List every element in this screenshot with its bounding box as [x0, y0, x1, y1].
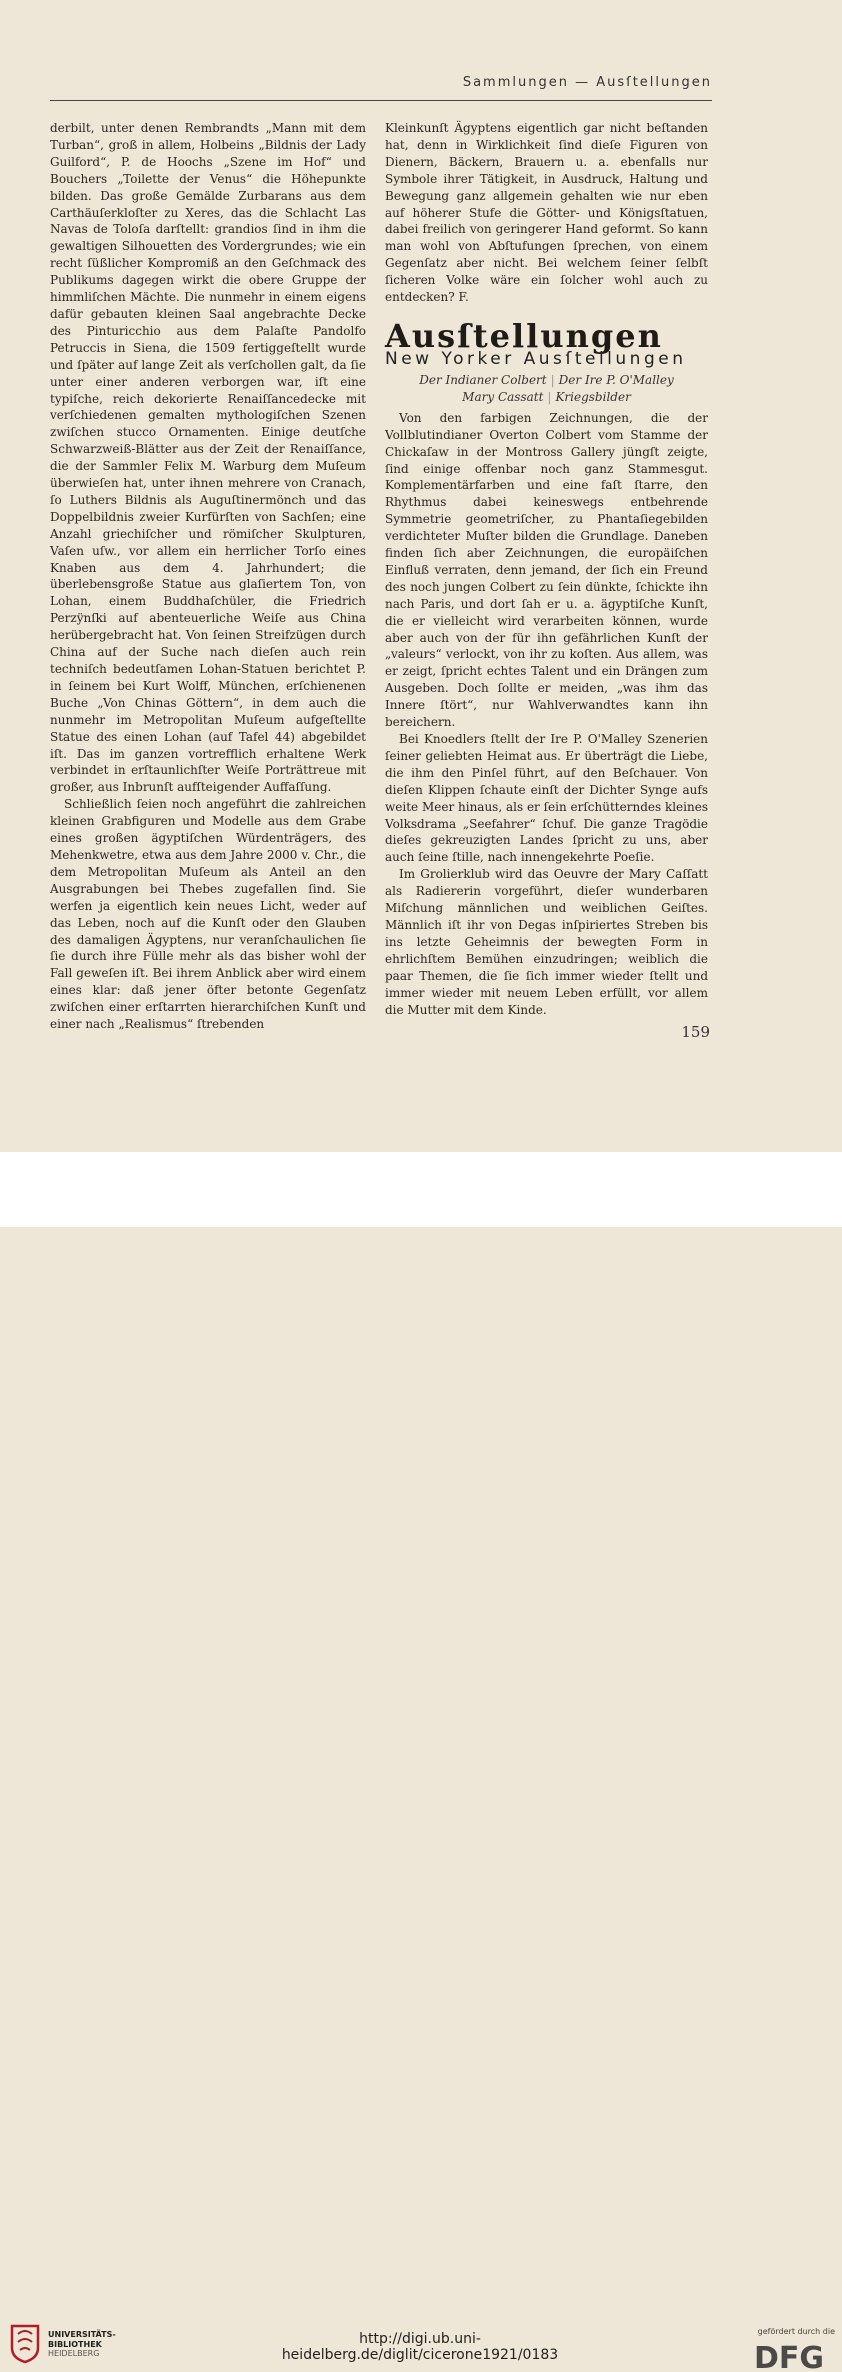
source-url-link[interactable]: http://digi.ub.uni-heidelberg.de/diglit/cicerone1921/0183 [281, 2331, 559, 2363]
sub-item: Kriegsbilder [555, 389, 631, 404]
scanned-page [0, 0, 842, 1152]
page-number: 159 [681, 1023, 710, 1041]
right-paragraph-1: Von den farbigen Zeichnungen, die der Vollblutindianer Overton Colbert vom Stamme der Chickaſaw in der Montross Gallery jüngſt zeigte, ſind einige offenbar noch ganz Stammesgut. Komplementärfarben und eine faſt ſtarre, den Rhythmus dabei keineswegs entbehrende Symmetrie geometriſcher, zu Phantaſiegebilden verdichteter Muſter bilden die Grundlage. Daneben finden ſich aber Zeichnungen, die europäiſchen Einfluß verraten, denn jemand, der ſich ein Freund des noch jungen Colbert zu ſein dünkte, ſchickte ihn nach Paris, und dort ſah er u. a. ägyptiſche Kunſt, die er vielleicht wird verarbeiten können, wurde aber auch von der für ihn gefährlichen Kunſt der „valeurs“ verlockt, von ihr zu koſten. Aus allem, was er zeigt, ſpricht echtes Talent und ein Drängen zum Ausgeben. Doch ſollte er meiden, „was ihm das Innere ſtört“, nur Wahlverwandtes kann ihn bereichern. [385, 410, 708, 730]
funded-by-text: gefördert durch die [757, 2327, 835, 2336]
university-seal-icon [8, 2322, 42, 2364]
footer-bar [0, 1152, 842, 2372]
left-paragraph-1: derbilt, unter denen Rembrandts „Mann mit dem Turban“, groß in allem, Holbeins „Bildnis der Lady Guilford“, P. de Hoochs „Szene im Hof“ und Bouchers „Toilette der Venus“ die Höhepunkte bilden. Das große Gemälde Zurbarans aus dem Carthäuſerkloſter zu Xeres, das die Schlacht Las Navas de Toloſa darſtellt: grandios ſind in ihm die gewaltigen Silhouetten des Vordergrundes; wie ein recht ſüßlicher Kompromiß an den Geſchmack des Publikums dagegen wirkt die obere Gruppe der himmliſchen Mächte. Die nunmehr in einem eigens dafür gebauten kleinen Saal angebrachte Decke des Pinturicchio aus dem Palaſte Pandolfo Petruccis in Siena, die 1509 fertiggeſtellt wurde und ſpäter auf lange Zeit als verſchollen galt, da ſie unter einer anderen verborgen war, iſt eine typiſche, reich dekorierte Renaiſſancedecke mit verſchiedenen gemalten mythologiſchen Szenen zwiſchen stucco Ornamenten. Einige deutſche Schwarzweiß-Blätter aus der Zeit der Renaiſſance, die der Sammler Felix M. Warburg dem Muſeum überwieſen hat, unter ihnen mehrere von Cranach, ſo Luthers Bildnis als Auguſtinermönch und das Doppelbildnis zweier Kurfürſten von Sachſen; eine Anzahl griechiſcher und römiſcher Skulpturen, Vaſen uſw., vor allem ein herrlicher Torſo eines Knaben aus dem 4. Jahrhundert; die überlebensgroße Statue aus glaſiertem Ton, von Lohan, einem Buddhaſchüler, die Friedrich Perzÿnſki auf abenteuerliche Weiſe aus China herübergebracht hat. Von ſeinen Streifzügen durch China auf der Suche nach dieſen auch rein techniſch bedeutſamen Lohan-Statuen berichtet P. in ſeinem bei Kurt Wolff, München, erſchienenen Buche „Von Chinas Göttern“, in dem auch die nunmehr im Metropolitan Muſeum aufgeſtellte Statue des einen Lohan (auf Tafel 44) abgebildet iſt. Das im ganzen vortrefflich erhaltene Werk verbindet in erſtaunlichſter Weiſe Porträttreue mit großer, aus Inbrunſt aufſteigender Auffaſſung. [50, 121, 366, 795]
sub-items: Der Indianer Colbert | Der Ire P. O'Malley Mary Cassatt | Kriegsbilder [419, 372, 674, 404]
running-head: Sammlungen — Ausſtellungen [462, 75, 712, 90]
right-paragraph-3: Im Grolierklub wird das Oeuvre der Mary Caſſatt als Radiererin vorgeführt, dieſer wunderbaren Miſchung männlichen und weiblichen Geiſtes. Männlich iſt ihr von Degas inſpiriertes Streben bis ins letzte Geheimnis der bewegten Form in ehrlichſtem Bemühen einzudringen; weiblich die paar Themen, die ſie ſich immer wieder ſtellt und immer wieder mit neuem Leben erfüllt, vor allem die Mutter mit dem Kinde. [385, 867, 708, 1017]
right-column [385, 120, 708, 1018]
sub-item: Der Ire P. O'Malley [558, 372, 674, 387]
section-title: Ausſtellungen [385, 316, 663, 355]
sub-item: Mary Cassatt [462, 389, 544, 404]
sub-item: Der Indianer Colbert [419, 372, 547, 387]
right-paragraph-2: Bei Knoedlers ſtellt der Ire P. O'Malley Szenerien ſeiner geliebten Heimat aus. Er überträgt die Liebe, die ihm den Pinſel führt, auf den Beſchauer. Von dieſen Klippen ſchaute einſt der Dichter Synge aufs weite Meer hinaus, als er ſein erſchütterndes kleines Volksdrama „Seefahrer“ ſchuf. Die ganze Tragödie dieſes gekreuzigten Landes ſpricht zu uns, aber auch ſeine ſtille, nach innengekehrte Poeſie. [385, 732, 708, 865]
header-rule [50, 100, 712, 101]
library-name [48, 2330, 116, 2359]
library-name-line-1: UNIVERSITÄTS- [48, 2330, 116, 2339]
library-city: HEIDELBERG [48, 2349, 100, 2358]
dfg-logo-icon [752, 2342, 834, 2372]
library-name-line-2: BIBLIOTHEK [48, 2339, 102, 2349]
right-intro-paragraph: Kleinkunſt Ägyptens eigentlich gar nicht beſtanden hat, denn in Wirklichkeit ſind dieſe Figuren von Dienern, Bäckern, Brauern u. a. ebenfalls nur Symbole ihrer Tätigkeit, in Ausdruck, Haltung und Bewegung ganz allgemein gehalten wie nur eben auf höherer Stufe die Götter- und Königsſtatuen, dabei freilich von geringerer Hand geformt. So kann man wohl von Abſtufungen ſprechen, von einem Gegenſatz aber nicht. Bei welchem ſeiner ſelbſt ſicheren Volke wäre ein ſolcher wohl auch zu entdecken? F. [385, 121, 708, 305]
dfg-logo-text: DFG [754, 2342, 825, 2372]
left-column [50, 120, 366, 1033]
sub-title: New Yorker Ausſtellungen [385, 348, 687, 369]
left-paragraph-2: Schließlich ſeien noch angeführt die zahlreichen kleinen Grabfiguren und Modelle aus dem Grabe eines großen ägyptiſchen Würdenträgers, des Mehenkwetre, etwa aus dem Jahre 2000 v. Chr., die dem Metropolitan Muſeum als Anteil an den Ausgrabungen bei Thebes zugefallen ſind. Sie werfen ja eigentlich kein neues Licht, weder auf das Leben, noch auf die Kunſt oder den Glauben des damaligen Ägyptens, nur veranſchaulichen ſie ſie durch ihre Fülle mehr als das bisher wohl der Fall geweſen iſt. Bei ihrem Anblick aber wird einem eines klar: daß jener öfter betonte Gegenſatz zwiſchen einer erſtarrten hierarchiſchen Kunſt und einer nach „Realismus“ ſtrebenden [50, 797, 366, 1032]
